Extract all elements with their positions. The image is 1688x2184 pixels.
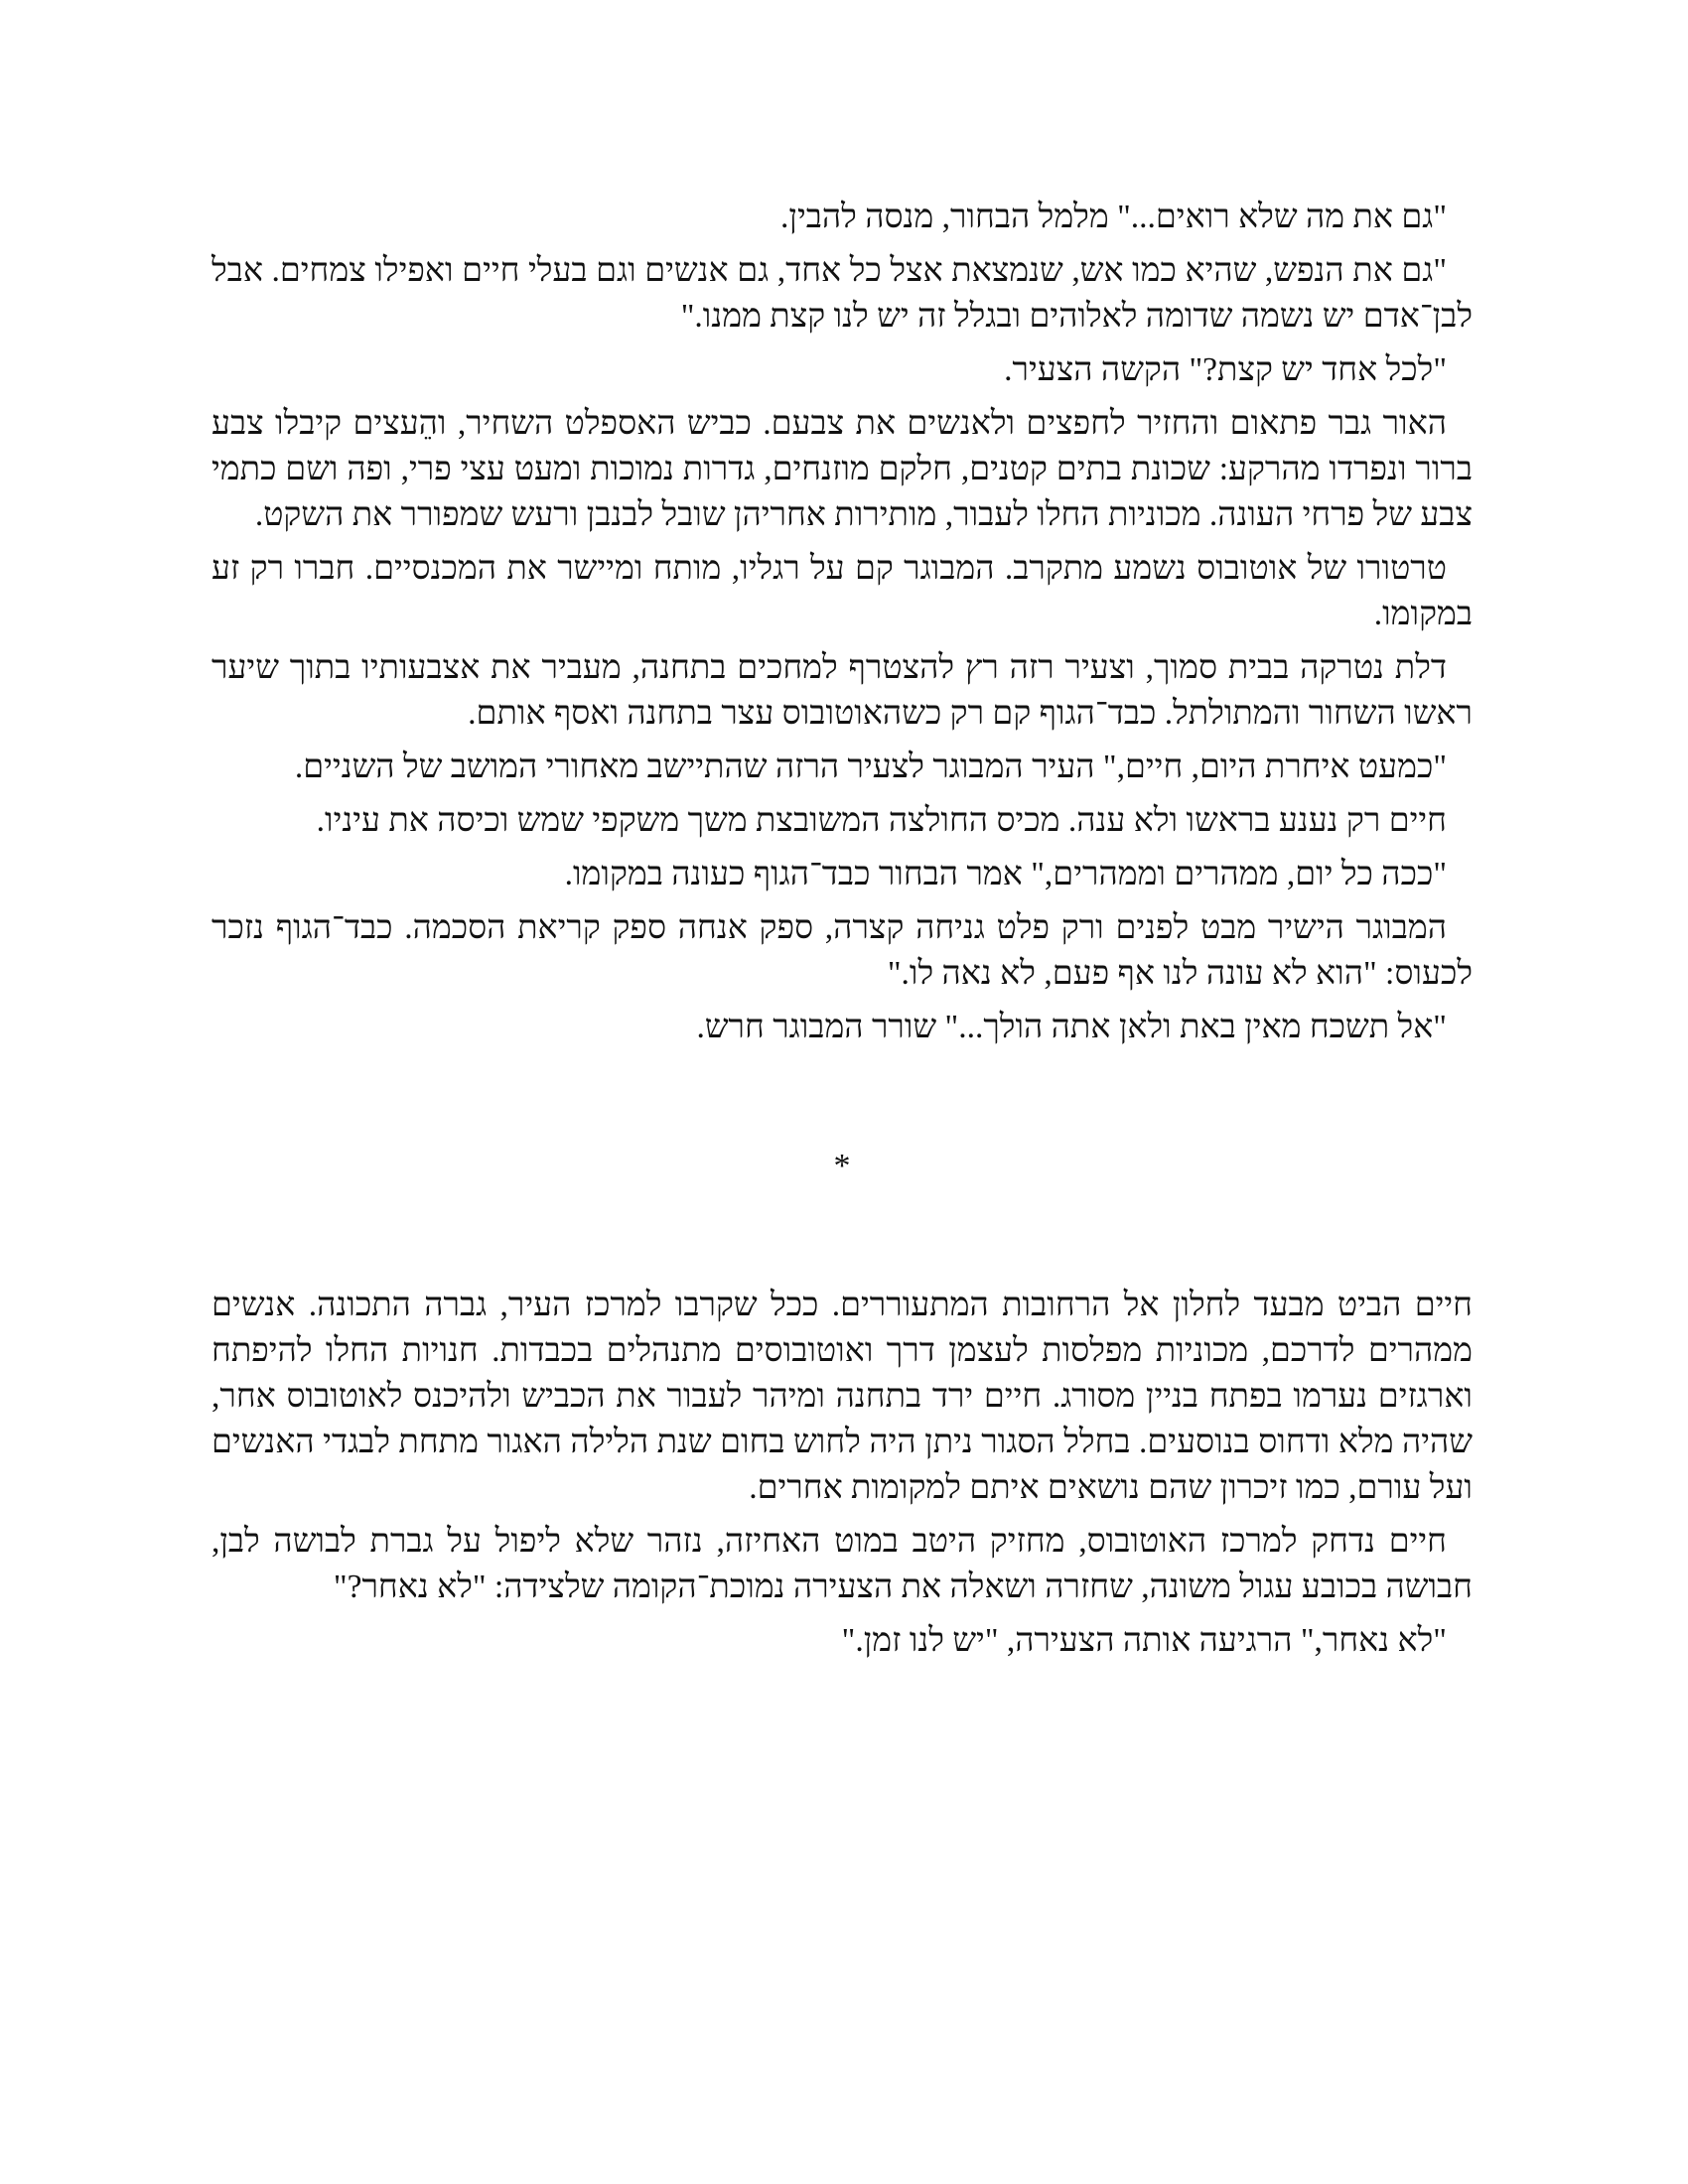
- paragraph: חיים רק נענע בראשו ולא ענה. מכיס החולצה המשובצת משך משקפי שמש וכיסה את עיניו.: [316, 802, 1447, 839]
- paragraph: "לא נאחר," הרגיעה אותה הצעירה, "יש לנו זמן.": [841, 1622, 1447, 1659]
- paragraph: חיים הביט מבעד לחלון אל הרחובות המתעוררים. ככל שקרבו למרכז העיר, גברה התכונה. אנשים ממהרים לדרכם, מכוניות מפלסות לעצמן דרך ואוטובוסים מתנהלים בכבדות. חנויות החלו להיפתח וארגזים נערמו בפתח בניין מסורג. חיים ירד בתחנה ומיהר לעבור את הכביש ולהיכנס לאוטובוס אחר, שהיה מלא ודחוס בנוסעים. בחלל הסגור ניתן היה לחוש בחום שנת הלילה האגור מתחת לבגדי האנשים ועל עורם, כמו זיכרון שהם נושאים איתם למקומות אחרים.: [211, 1287, 1473, 1506]
- paragraph: "כמעט איחרת היום, חיים," העיר המבוגר לצעיר הרזה שהתיישב מאחורי המושב של השניים.: [294, 749, 1447, 785]
- section-separator-asterisk: *: [833, 1148, 851, 1184]
- paragraph: טרטורו של אוטובוס נשמע מתקרב. המבוגר קם על רגליו, מותח ומיישר את המכנסיים. חברו רק זע במקומו.: [211, 550, 1473, 632]
- paragraph: "ככה כל יום, ממהרים וממהרים," אמר הבחור כבד־הגוף כעונה במקומו.: [564, 856, 1447, 892]
- paragraph: "גם את הנפש, שהיא כמו אש, שנמצאת אצל כל אחד, גם אנשים וגם בעלי חיים ואפילו צמחים. אבל לבן־אדם יש נשמה שדומה לאלוהים ובגלל זה יש לנו קצת ממנו.": [211, 252, 1473, 335]
- paragraph: האור גבר פתאום והחזיר לחפצים ולאנשים את צבעם. כביש האספלט השחיר, והֵעצים קיבלו צבע ברור ונפרדו מהרקע: שכונת בתים קטנים, חלקם מוזנחים, גדרות נמוכות ומעט עצי פרי, ופה ושם כתמי צבע של פרחי העונה. מכוניות החלו לעבור, מותירות אחריהן שובל לבנבן ורעש שמפורר את השקט.: [211, 405, 1473, 533]
- document-page: [211, 195, 1473, 1664]
- paragraph: דלת נטרקה בבית סמוך, וצעיר רזה רץ להצטרף למחכים בתחנה, מעביר את אצבעותיו בתוך שיער ראשו השחור והמתולתל. כבד־הגוף קם רק כשהאוטובוס עצר בתחנה ואסף אותם.: [211, 649, 1473, 732]
- section-break: [211, 1058, 1473, 1283]
- paragraph: המבוגר הישיר מבט לפנים ורק פלט גניחה קצרה, ספק אנחה ספק קריאת הסכמה. כבד־הגוף נזכר לכעוס: "הוא לא עונה לנו אף פעם, לא נאה לו.": [211, 909, 1473, 992]
- paragraph: "גם את מה שלא רואים..." מלמל הבחור, מנסה להבין.: [780, 199, 1447, 235]
- paragraph: חיים נדחק למרכז האוטובוס, מחזיק היטב במוט האחיזה, נזהר שלא ליפול על גברת לבושה לבן, חבושה בכובע עגול משונה, שחזרה ושאלה את הצעירה נמוכת־הקומה שלצידה: "לא נאחר?": [211, 1523, 1473, 1605]
- paragraph: "אל תשכח מאין באת ולאן אתה הולך..." שורר המבוגר חרש.: [696, 1009, 1447, 1045]
- paragraph: "לכל אחד יש קצת?" הקשה הצעיר.: [1004, 351, 1447, 388]
